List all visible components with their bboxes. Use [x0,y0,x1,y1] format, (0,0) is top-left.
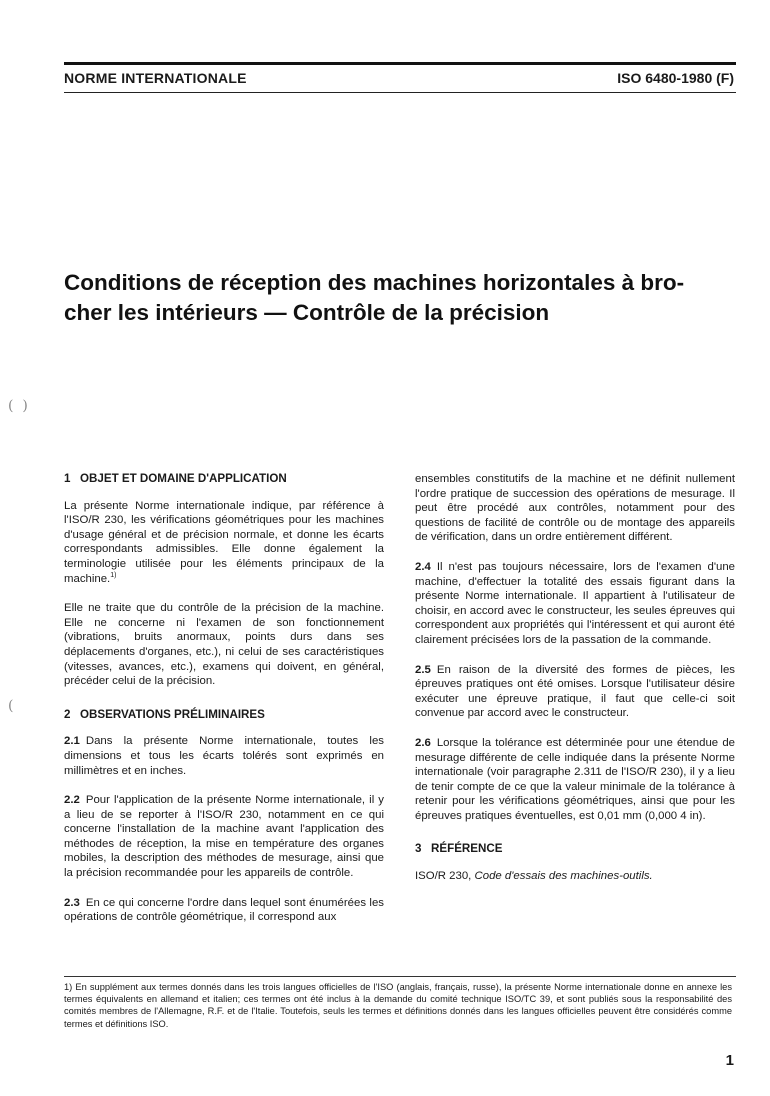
section-number: 1 [64,472,71,485]
paragraph-2-2 [64,793,384,881]
paragraph-2-6 [415,736,735,824]
document-title [64,268,736,328]
document-type: NORME INTERNATIONALE [64,70,247,86]
paragraph-scope [64,499,384,587]
title-line-1: Conditions de réception des machines horizontales à bro- [64,270,685,295]
paragraph-number: 2.5 [415,663,431,676]
paragraph-text: La présente Norme internationale indique, par référence à l'ISO/R 230, les vérifications géométriques pour les machines d'usage général et de précision normale, et donne les écarts correspondants admissibles. Elle donne également la terminologie utilisée pour les éléments principaux de la machine. [64,499,384,585]
section-number: 2 [64,707,71,721]
paragraph-number: 2.1 [64,735,80,748]
paragraph-number: 2.2 [64,794,80,807]
paragraph-number: 2.4 [415,560,431,573]
paragraph-text: Pour l'application de la présente Norme internationale, il y a lieu de se reporter à l'ISO/R 230, notamment en ce qui concerne l'installation de la machine avant l'application des méthodes de réception, la mise en température des organes mobiles, la description des méthodes de mesurage, ainsi que la précision recommandée pour les appareils de contrôle. [64,794,384,880]
paragraph-text: Lorsque la tolérance est déterminée pour une étendue de mesurage différente de celle indiquée dans la présente Norme internationale (voir paragraphe 2.311 de l'ISO/R 230), il y a lieu de tenir compte de ce que la valeur minimale de la tolérance à retenir pour les vérifications géométriques, ainsi que pour les épreuves pratiques éventuelles, est 0,01 mm (0,000 4 in). [415,736,735,822]
paragraph-2-5 [415,663,735,721]
paragraph-2-4 [415,560,735,648]
section-2-heading [64,708,384,723]
paragraph-2-3-start [64,896,384,925]
paragraph-number: 2.3 [64,896,80,909]
reference-code: ISO/R 230, [415,870,472,883]
reference-title: Code d'essais des machines-outils. [474,870,653,883]
paragraph-limits: Elle ne traite que du contrôle de la précision de la machine. Elle ne concerne ni l'examen de son fonctionnement (vibrations, bruits anormaux, points durs dans ses déplacements d'organes, etc.), ni celui de ses caractéristiques (vitesses, avances, etc.), examens qui doivent, en général, précéder celui de la précision. [64,602,384,688]
paragraph-text: Dans la présente Norme internationale, toutes les dimensions et tous les écarts tolérés sont exprimés en millimètres et en inches. [64,735,384,777]
section-number: 3 [415,842,422,856]
page-number: 1 [725,1052,734,1069]
standard-reference: ISO 6480-1980 (F) [617,70,734,86]
paragraph-2-3-continued: ensembles constitutifs de la machine et ne définit nullement l'ordre pratique de succession des opérations de mesurage. Il peut être procédé aux contrôles, notamment pour des questions de facilité de contrôle ou de montage des appareils de vérification, dans un ordre entièrement différent. [415,473,735,544]
reference-entry [415,869,735,884]
footnote-reference[interactable]: 1) [110,571,117,579]
section-title: OBSERVATIONS PRÉLIMINAIRES [80,707,265,721]
paragraph-number: 2.6 [415,736,431,749]
section-1-heading [64,472,384,487]
section-title: OBJET ET DOMAINE D'APPLICATION [80,472,287,485]
scan-artifact-mark: ( [8,698,14,714]
section-title: RÉFÉRENCE [431,842,503,856]
footnote [64,981,732,1030]
paragraph-2-1 [64,734,384,778]
column-left [64,472,384,925]
title-line-2: cher les intérieurs — Contrôle de la précision [64,300,550,325]
section-3-heading [415,842,735,857]
header-rule-bottom [64,92,736,93]
footnote-text: En supplément aux termes donnés dans les trois langues officielles de l'ISO (anglais, français, russe), la présente Norme internationale donne en annexe les termes équivalents en allemand et italien; ces termes ont été inclus à la demande du comité technique ISO/TC 39, et sont publiés sous la responsabilité des comités membres de l'Allemagne, R.F. et de l'Italie. Toutefois, seuls les termes et définitions donnés dans les langues officielles peuvent être considérés comme termes et définitions ISO. [64,982,732,1029]
header-rule-top [64,62,736,65]
paragraph-text: En raison de la diversité des formes de pièces, les épreuves pratiques ont été omises. Lorsque l'utilisateur désire exécuter une épreuve pratique, il faut que celle-ci soit convenue par accord avec le constructeur. [415,663,735,720]
paragraph-text: Il n'est pas toujours nécessaire, lors de l'examen d'une machine, d'effectuer la totalité des essais figurant dans la présente Norme internationale. Il appartient à l'utilisateur de choisir, en accord avec le constructeur, les seules épreuves qui correspondent aux propriétés qui l'intéressent et qui auront été clairement précisées lors de la passation de la commande. [415,560,735,646]
column-right [415,472,735,884]
footnote-marker: 1) [64,982,73,992]
scan-artifact-mark: ( ) [8,398,28,414]
paragraph-text: En ce qui concerne l'ordre dans lequel sont énumérées les opérations de contrôle géométrique, il correspond aux [64,896,384,924]
footnote-rule [64,976,736,977]
